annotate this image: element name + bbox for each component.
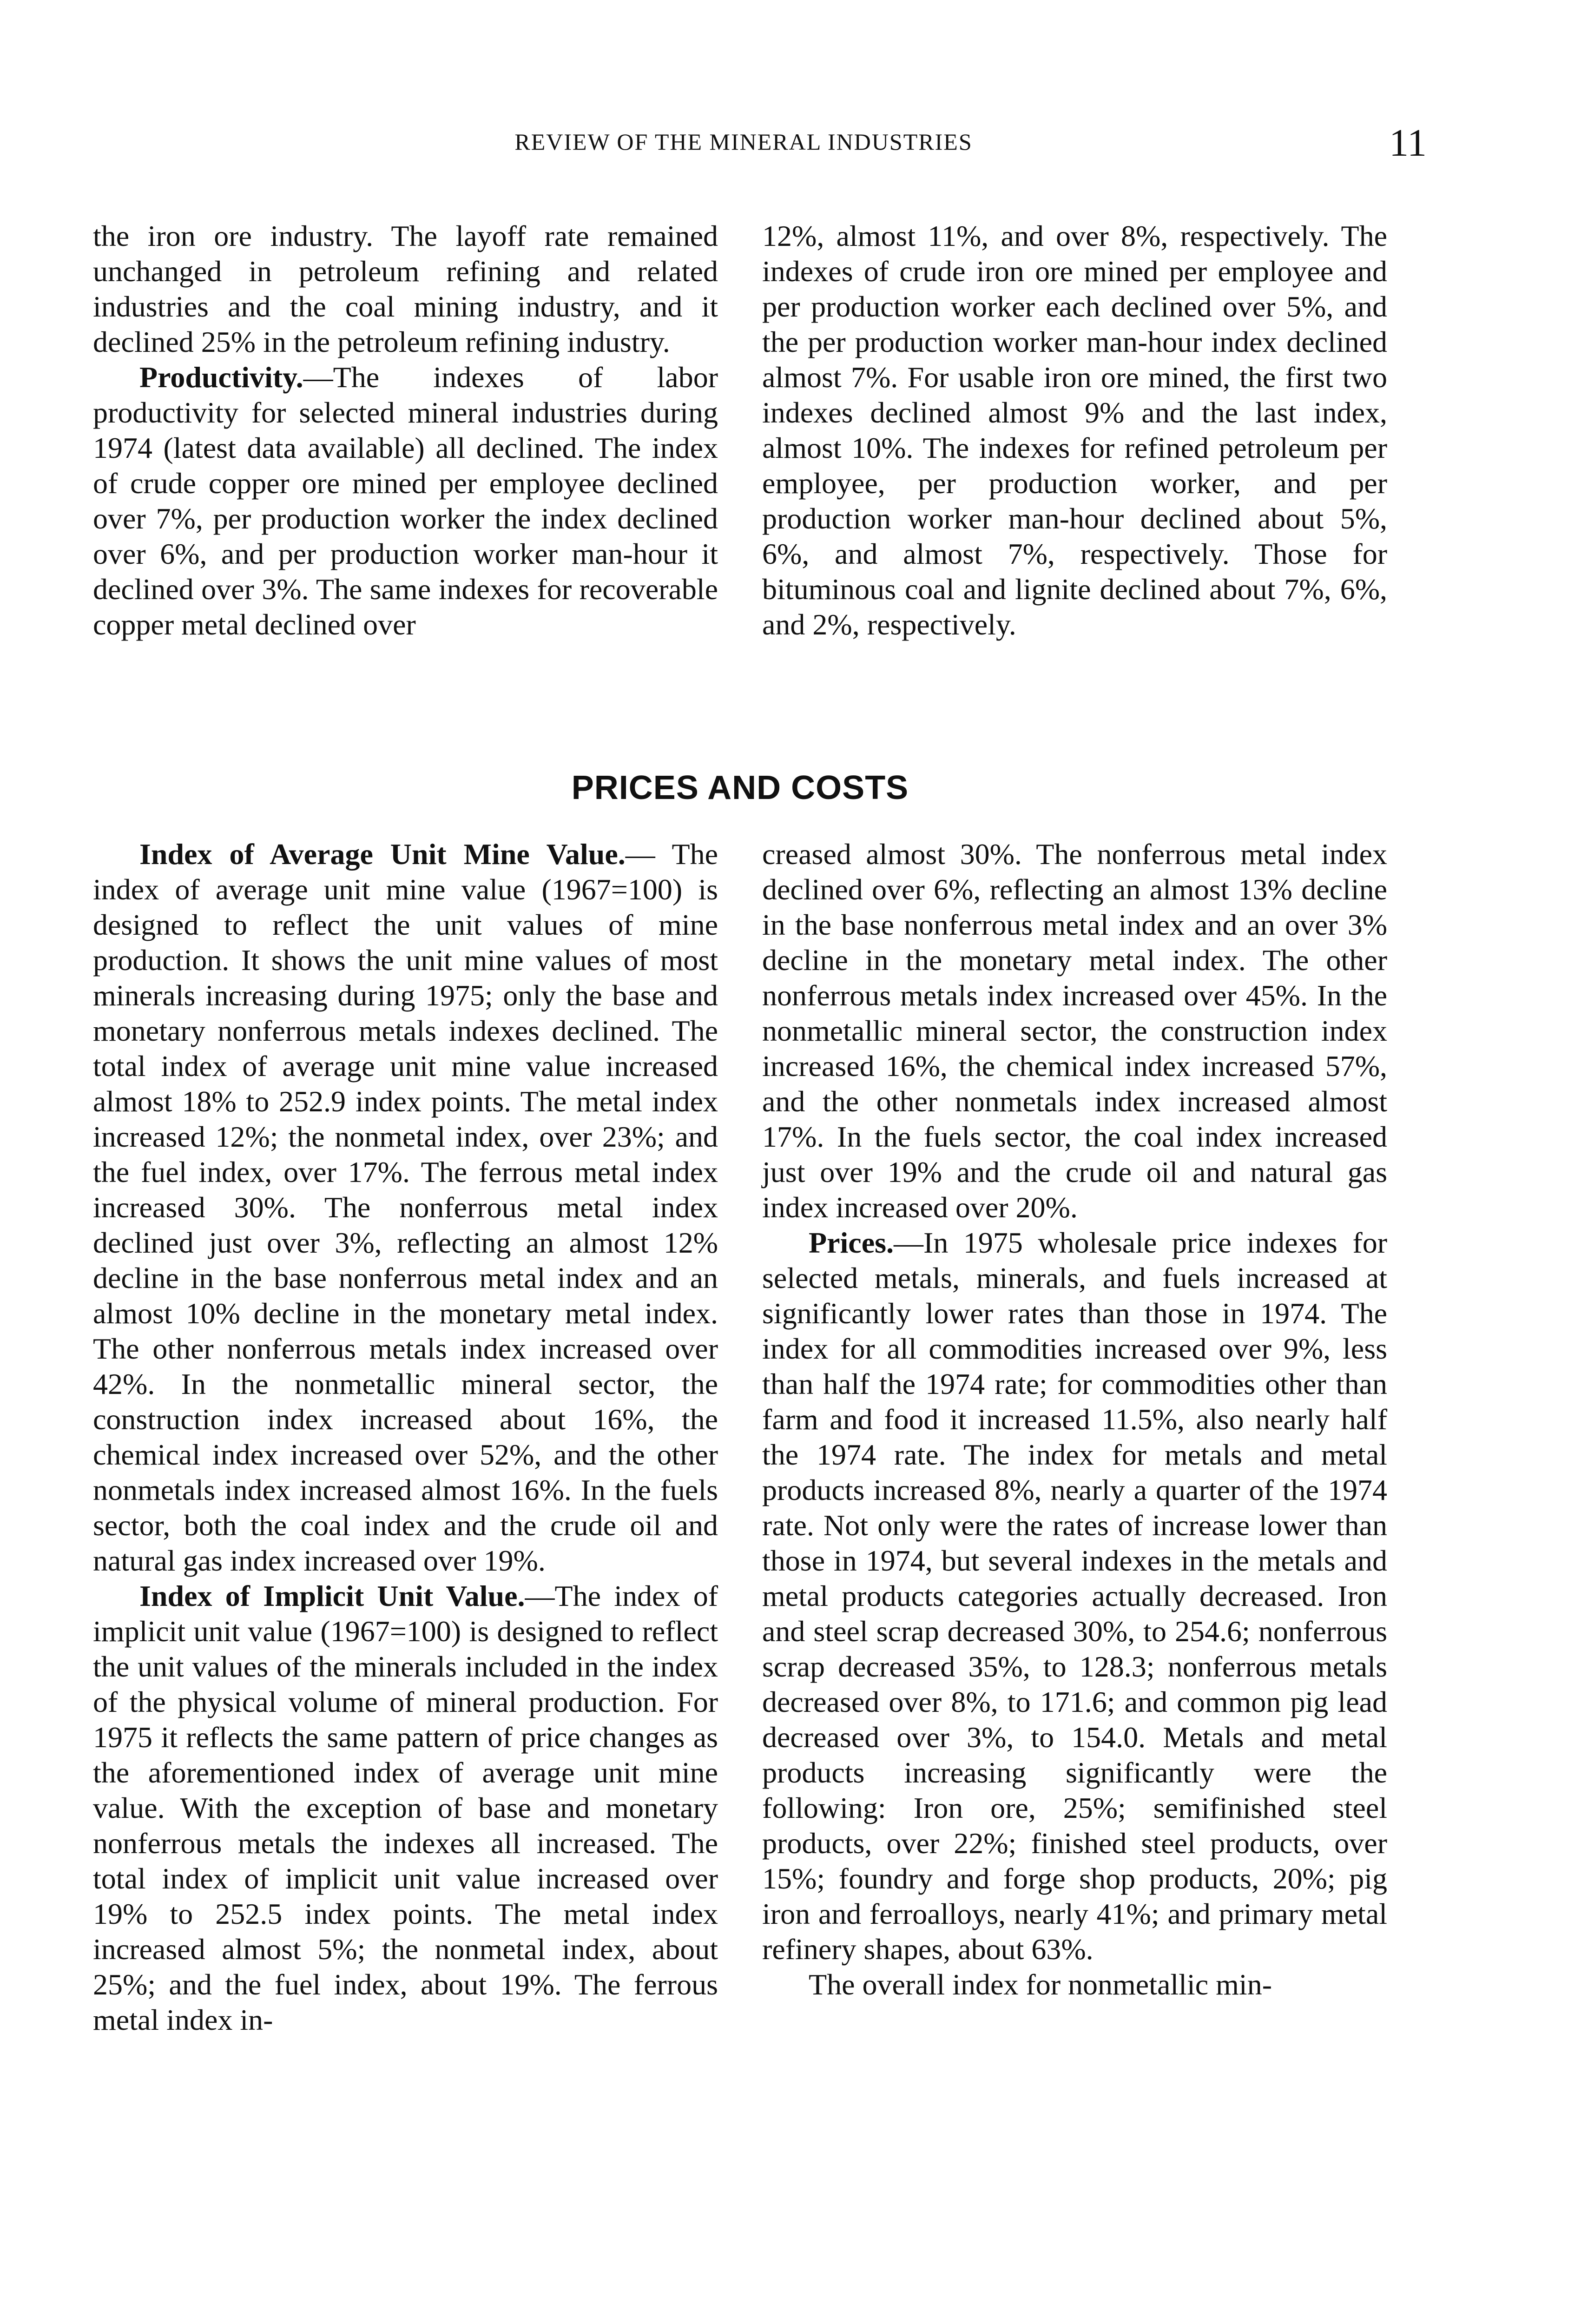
runin-heading-implicit-unit-value: Index of Implicit Unit Value. (139, 1579, 525, 1612)
paragraph-productivity-text: —The indexes of labor productivity for selected mineral industries during 1974 (latest data available) all declined. The index of crude copper ore mined per employee declined over 7%, per production worker the index declined over 6%, and per production worker man-hour it declined over 3%. The same indexes for recoverable copper metal declined over (93, 361, 718, 641)
running-head-title: REVIEW OF THE MINERAL INDUSTRIES (514, 129, 973, 155)
top-right-column (762, 218, 1387, 642)
paragraph-productivity-continuation: 12%, almost 11%, and over 8%, respectively. The indexes of crude iron ore mined per employee and per production worker each declined over 5%, and the per production worker man-hour index declined almost 7%. For usable iron ore mined, the first two indexes declined almost 9% and the last index, almost 10%. The indexes for refined petroleum per employee, per production worker, and per production worker man-hour declined about 5%, 6%, and almost 7%, respectively. Those for bituminous coal and lignite declined about 7%, 6%, and 2%, respectively. (762, 219, 1387, 641)
top-left-column (93, 218, 718, 642)
paragraph-implicit-unit-value-text: —The index of implicit unit value (1967=100) is designed to reflect the unit values of the minerals included in the index of the physical volume of mineral production. For 1975 it reflects the same pattern of price changes as the aforementioned index of average unit mine value. With the exception of base and monetary nonferrous metals the indexes all increased. The total index of implicit unit value increased over 19% to 252.5 index points. The metal index increased almost 5%; the nonmetal index, about 25%; and the fuel index, about 19%. The ferrous metal index in- (93, 1579, 718, 2036)
page-number: 11 (1389, 121, 1427, 165)
paragraph-implicit-unit-value-continuation: creased almost 30%. The nonferrous metal index declined over 6%, reflecting an almost 13% decline in the base nonferrous metal index and an over 3% decline in the monetary metal index. The other nonferrous metals index increased over 45%. In the nonmetallic mineral sector, the construction index increased 16%, the chemical index increased 57%, and the other nonmetals index increased almost 17%. In the fuels sector, the coal index increased just over 19% and the crude oil and natural gas index increased over 20%. (762, 838, 1387, 1224)
runin-heading-productivity: Productivity. (139, 361, 303, 394)
paragraph-prices (762, 1225, 1387, 1967)
runin-heading-prices: Prices. (809, 1226, 894, 1259)
paragraph-layoff-continuation: the iron ore industry. The layoff rate remained unchanged in petroleum refining and related industries and the coal mining industry, and it declined 25% in the petroleum refining industry. (93, 219, 718, 358)
paragraph-implicit-unit-value (93, 1578, 718, 2038)
paragraph-productivity (93, 360, 718, 642)
paragraph-nonmetallic-index-start: The overall index for nonmetallic min- (809, 1968, 1272, 2001)
paragraph-average-unit-mine-value (93, 837, 718, 1578)
bottom-left-column (93, 837, 718, 2038)
paragraph-prices-text: —In 1975 wholesale price indexes for selected metals, minerals, and fuels increased at significantly lower rates than those in 1974. The index for all commodities increased over 9%, less than half the 1974 rate; for commodities other than farm and food it increased 11.5%, also nearly half the 1974 rate. The index for metals and metal products increased 8%, nearly a quarter of the 1974 rate. Not only were the rates of increase lower than those in 1974, but several indexes in the metals and metal products categories actually decreased. Iron and steel scrap decreased 30%, to 254.6; nonferrous scrap decreased 35%, to 128.3; nonferrous metals decreased over 8%, to 171.6; and common pig lead decreased over 3%, to 154.0. Metals and metal products increasing significantly were the following: Iron ore, 25%; semifinished steel products, over 22%; finished steel products, over 15%; foundry and forge shop products, 20%; pig iron and ferroalloys, nearly 41%; and primary metal refinery shapes, about 63%. (762, 1226, 1387, 1966)
paragraph-average-unit-mine-value-text: — The index of average unit mine value (1967=100) is designed to reflect the unit values of mine production. It shows the unit mine values of most minerals increasing during 1975; only the base and monetary nonferrous metals indexes declined. The total index of average unit mine value increased almost 18% to 252.9 index points. The metal index increased 12%; the nonmetal index, over 23%; and the fuel index, over 17%. The ferrous metal index increased 30%. The nonferrous metal index declined just over 3%, reflecting an almost 12% decline in the base nonferrous metal index and an almost 10% decline in the monetary metal index. The other nonferrous metals index increased over 42%. In the nonmetallic mineral sector, the construction index increased about 16%, the chemical index increased over 52%, and the other nonmetals index increased almost 16%. In the fuels sector, both the coal index and the crude oil and natural gas index increased over 19%. (93, 838, 718, 1577)
section-heading-prices-and-costs: PRICES AND COSTS (571, 769, 909, 806)
bottom-right-column (762, 837, 1387, 2002)
runin-heading-average-unit-mine-value: Index of Average Unit Mine Value. (139, 838, 626, 871)
